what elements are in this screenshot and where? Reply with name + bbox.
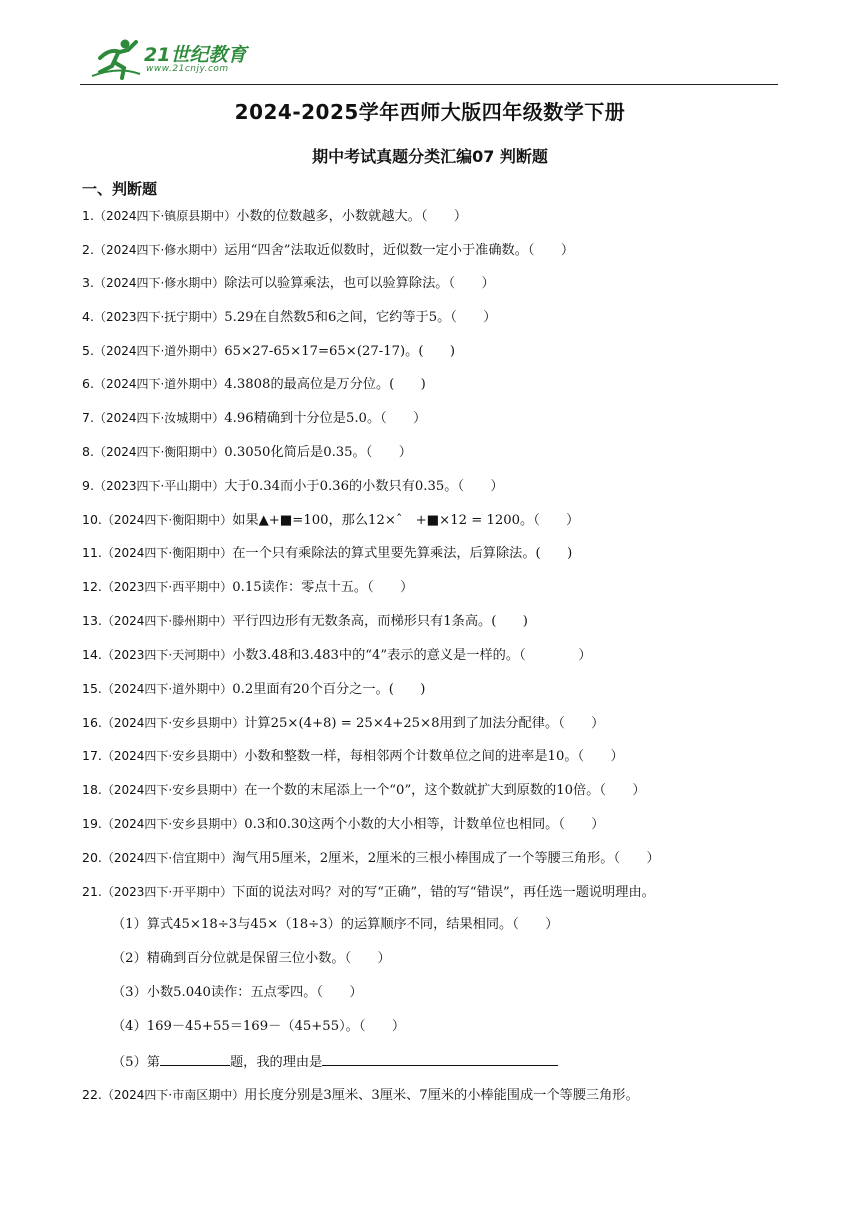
question-number-blank[interactable] — [160, 1051, 230, 1066]
question-number: 19. — [82, 816, 102, 831]
question-number: 22. — [82, 1087, 102, 1102]
question-item — [82, 1085, 639, 1106]
question-source: （2024四下·信宜期中） — [101, 851, 233, 865]
question-number: 13. — [82, 613, 102, 628]
question-text: 平行四边形有无数条高，而梯形只有1条高。( ) — [232, 614, 528, 629]
question-number: 6. — [82, 376, 94, 391]
reason-blank[interactable] — [322, 1051, 558, 1066]
question-source: （2024四下·修水期中） — [93, 243, 225, 257]
header-divider — [80, 84, 778, 85]
question-item — [82, 814, 604, 835]
question-source: （2023四下·天河期中） — [101, 648, 233, 662]
question-number: 12. — [82, 579, 102, 594]
question-text: 大于0.34而小于0.36的小数只有0.35。（ ） — [224, 479, 504, 494]
question-text: 小数和整数一样，每相邻两个计数单位之间的进率是10。（ ） — [244, 749, 624, 764]
question-item — [82, 442, 412, 463]
question-text: 运用“四舍”法取近似数时，近似数一定小于准确数。（ ） — [224, 243, 575, 258]
question-number: 18. — [82, 782, 102, 797]
question-text: 用长度分别是3厘米、3厘米、7厘米的小棒能围成一个等腰三角形。 — [244, 1088, 639, 1103]
question-number: 1. — [82, 208, 94, 223]
question-number: 2. — [82, 242, 94, 257]
question-text: 0.2里面有20个百分之一。( ) — [232, 682, 426, 697]
question-text: 0.3050化简后是0.35。（ ） — [224, 445, 412, 460]
question-source: （2024四下·市南区期中） — [101, 1088, 245, 1102]
question-text: 小数的位数越多，小数就越大。（ ） — [236, 209, 468, 224]
question-source: （2024四下·道外期中） — [93, 344, 225, 358]
question-source: （2024四下·滕州期中） — [101, 614, 233, 628]
question-text: 计算25×(4+8) = 25×4+25×8用到了加法分配律。（ ） — [244, 716, 605, 731]
question-source: （2024四下·衡阳期中） — [93, 445, 225, 459]
question-item — [82, 746, 624, 767]
question-number: 17. — [82, 748, 102, 763]
question-source: （2024四下·道外期中） — [93, 377, 225, 391]
sub-item-reason — [112, 1051, 558, 1073]
question-item — [82, 408, 426, 429]
question-source: （2023四下·平山期中） — [93, 479, 225, 493]
question-number: 11. — [82, 545, 102, 560]
question-item — [82, 206, 467, 227]
sub-item-middle: 题，我的理由是 — [229, 1055, 323, 1070]
question-item — [82, 543, 572, 564]
question-source: （2024四下·汝城期中） — [93, 411, 225, 425]
question-item — [82, 307, 496, 328]
question-source: （2024四下·道外期中） — [101, 682, 233, 696]
question-item — [82, 240, 574, 261]
sub-item: （1）算式45×18÷3与45×（18÷3）的运算顺序不同，结果相同。（ ） — [112, 917, 559, 932]
page-title: 2024-2025学年西师大版四年级数学下册 — [234, 100, 626, 124]
sub-item: （2）精确到百分位就是保留三位小数。（ ） — [112, 951, 391, 966]
question-source: （2024四下·衡阳期中） — [101, 513, 233, 527]
logo-text: 21世纪教育 — [144, 44, 247, 66]
question-text: 4.96精确到十分位是5.0。（ ） — [224, 411, 427, 426]
question-text: 下面的说法对吗？对的写“正确”，错的写“错误”，再任选一题说明理由。 — [232, 885, 655, 900]
logo-url: www.21cnjy.com — [146, 64, 229, 74]
question-item — [82, 476, 504, 497]
question-text: 除法可以验算乘法，也可以验算除法。（ ） — [224, 276, 495, 291]
question-number: 5. — [82, 343, 94, 358]
question-item — [82, 273, 495, 294]
logo — [88, 36, 258, 82]
section-heading: 一、判断题 — [82, 180, 158, 198]
question-item — [82, 611, 528, 632]
question-source: （2024四下·安乡县期中） — [101, 716, 245, 730]
question-item — [82, 848, 660, 869]
question-number: 14. — [82, 647, 102, 662]
question-source: （2024四下·衡阳期中） — [101, 546, 233, 560]
question-text: 小数3.48和3.483中的“4”表示的意义是一样的。（ ） — [232, 648, 592, 663]
question-item — [82, 780, 646, 801]
sub-item: （3）小数5.040读作：五点零四。（ ） — [112, 985, 363, 1000]
sub-item-prefix: （5）第 — [112, 1055, 160, 1070]
question-item — [82, 510, 579, 531]
question-text: 65×27-65×17=65×(27-17)。( ) — [224, 344, 456, 359]
question-item — [82, 882, 655, 903]
question-number: 21. — [82, 884, 102, 899]
question-number: 8. — [82, 444, 94, 459]
question-text: 4.3808的最高位是万分位。( ) — [224, 377, 426, 392]
question-number: 3. — [82, 275, 94, 290]
page-subtitle: 期中考试真题分类汇编07 判断题 — [312, 147, 548, 166]
question-item — [82, 713, 604, 734]
question-source: （2024四下·安乡县期中） — [101, 783, 245, 797]
question-source: （2024四下·修水期中） — [93, 276, 225, 290]
question-source: （2023四下·抚宁期中） — [93, 310, 225, 324]
question-text: 5.29在自然数5和6之间，它约等于5。（ ） — [224, 310, 497, 325]
question-text: 0.3和0.30这两个小数的大小相等，计数单位也相同。（ ） — [244, 817, 605, 832]
question-number: 9. — [82, 478, 94, 493]
sub-item: （4）169－45+55＝169－（45+55）。（ ） — [112, 1019, 406, 1034]
question-number: 16. — [82, 715, 102, 730]
question-text: 0.15读作：零点十五。（ ） — [232, 580, 414, 595]
question-item — [82, 341, 455, 362]
question-number: 7. — [82, 410, 94, 425]
question-item — [82, 679, 425, 700]
question-source: （2023四下·西平期中） — [101, 580, 233, 594]
question-source: （2024四下·镇原县期中） — [93, 209, 237, 223]
question-item — [82, 374, 426, 395]
question-source: （2023四下·开平期中） — [101, 885, 233, 899]
question-number: 15. — [82, 681, 102, 696]
question-item — [82, 577, 413, 598]
question-number: 20. — [82, 850, 102, 865]
question-source: （2024四下·安乡县期中） — [101, 749, 245, 763]
question-text: 淘气用5厘米，2厘米，2厘米的三根小棒围成了一个等腰三角形。（ ） — [232, 851, 660, 866]
question-text: 在一个数的末尾添上一个“0”，这个数就扩大到原数的10倍。（ ） — [244, 783, 646, 798]
question-number: 4. — [82, 309, 94, 324]
question-text: 如果▲+■=100，那么12×ˆ +■×12 = 1200。（ ） — [232, 513, 580, 528]
question-number: 10. — [82, 512, 102, 527]
question-source: （2024四下·安乡县期中） — [101, 817, 245, 831]
question-item — [82, 645, 592, 666]
question-text: 在一个只有乘除法的算式里要先算乘法，后算除法。( ) — [232, 546, 573, 561]
